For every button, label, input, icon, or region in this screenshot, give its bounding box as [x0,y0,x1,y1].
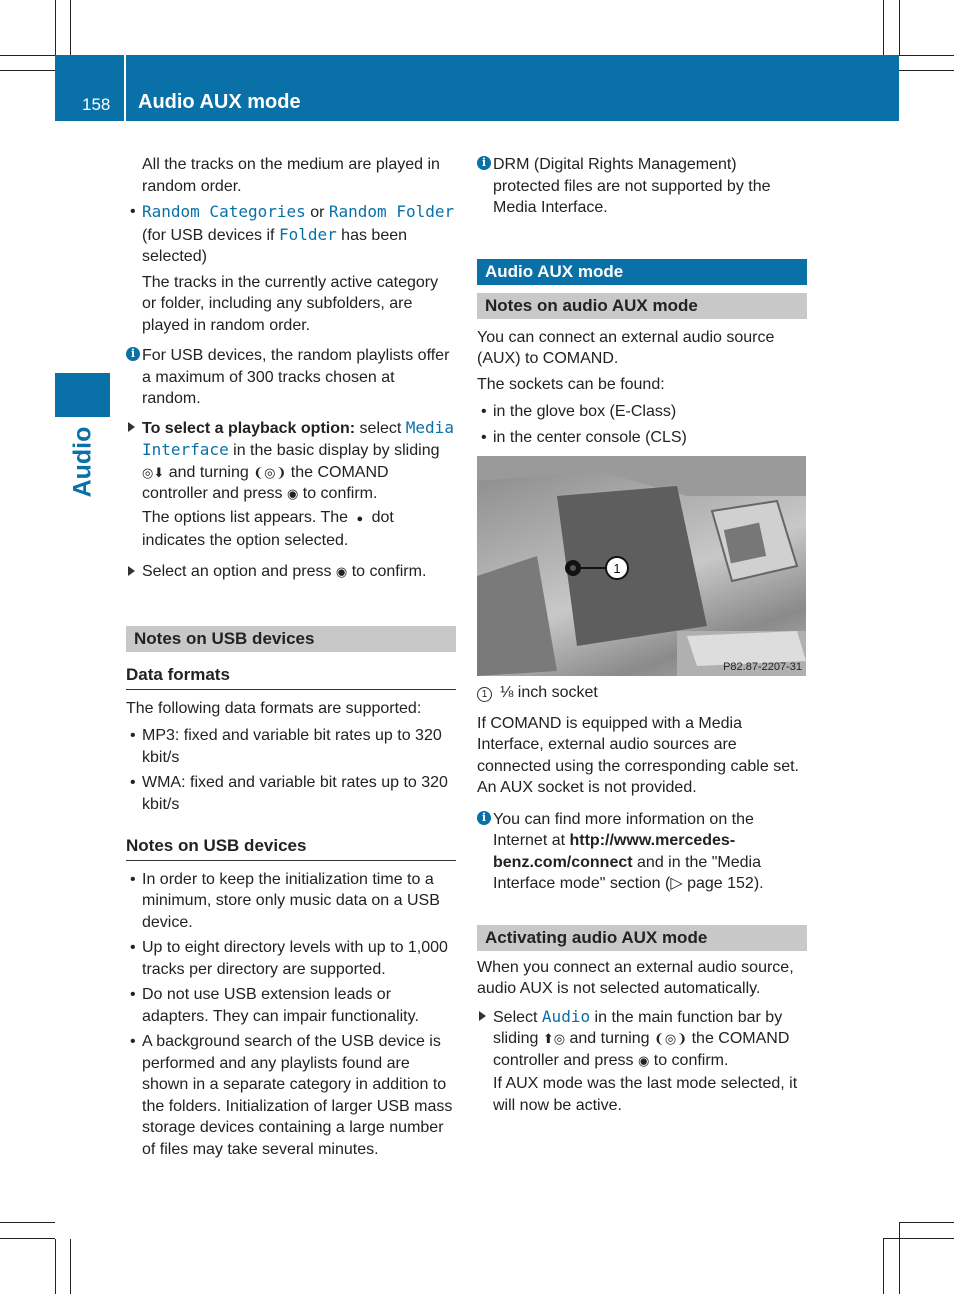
display-code: Random Categories [142,202,306,221]
list-item: • WMA: fixed and variable bit rates up to 320 kbit/s [126,772,456,815]
step-result [126,507,456,552]
info-icon: i [126,347,140,361]
text: dot indicates the option selected. [142,508,394,549]
paragraph: The following data formats are supported: [126,699,422,717]
text: to confirm. [298,485,378,502]
paragraph: The tracks in the currently active category or folder, including any subfolders, are played in random order. [142,273,439,334]
display-code: Folder [278,224,337,244]
section-heading: Notes on USB devices [126,626,456,652]
instruction-step [126,561,456,583]
crop-mark [0,55,55,56]
controller-press-icon: ◉ [637,1052,650,1068]
text: or [305,204,329,221]
info-note [477,809,807,895]
url-text: http://www.mercedes-benz.com/connect [493,832,736,871]
controller-slide-icon: ◎⬇ [142,464,165,480]
text: ⅛ inch socket [500,684,598,701]
text: the COMAND controller and press [142,463,389,502]
text: (for USB devices if [142,226,279,244]
crop-mark [899,1222,954,1223]
subsection-heading: Data formats [126,664,456,690]
step-result: If AUX mode was the last mode selected, it will now be active. [493,1075,798,1114]
left-column [126,154,456,1160]
controller-slide-icon: ⬆◎ [542,1031,566,1046]
crop-mark [70,0,71,55]
section-subheading: Notes on audio AUX mode [477,293,807,319]
list-item: • MP3: fixed and variable bit rates up to 320 kbit/s [126,725,456,768]
list-item: • Up to eight directory levels with up to 1,000 tracks per directory are supported. [126,937,456,980]
list-item: • In order to keep the initialization time to a minimum, store only music data on a USB device. [126,869,456,934]
text: and in the "Media Interface mode" section ( [493,853,762,892]
instruction-step [126,417,456,505]
side-tab [55,373,110,417]
page-reference-icon: ▷ [670,875,683,892]
display-code: Random Folder [328,202,455,221]
formats-list [126,725,456,815]
text: page 152). [682,875,764,892]
crop-mark [70,1239,71,1294]
crop-mark [899,1222,900,1294]
info-icon: i [477,156,491,170]
glove-box-photo [477,456,806,676]
page-number: 158 [82,95,111,114]
text: You can find more information on the Internet at [493,810,754,849]
list-item: • in the glove box (E-Class) [477,401,807,423]
subsection-heading: Notes on USB devices [126,835,456,861]
info-icon: i [477,811,491,825]
paragraph: The sockets can be found: [477,375,665,393]
list-item: • A background search of the USB device is performed and any playlists found are shown in a separate category in addition to the folders. Initialization of larger USB mass storage devices containing a large number of files may take several minutes. [126,1031,456,1160]
crop-mark [55,1239,56,1294]
text: select [355,419,406,437]
crop-mark [0,1222,55,1223]
crop-mark [0,1238,55,1239]
text: Select [493,1008,542,1026]
text: to confirm. [347,562,427,580]
crop-mark [899,70,954,71]
display-code: Audio [541,1006,591,1026]
list-item: • in the center console (CLS) [477,427,807,449]
text: has been selected) [142,226,408,265]
crop-mark [55,0,56,55]
crop-mark [899,0,900,55]
list-item [126,201,456,268]
text: to confirm. [649,1051,729,1069]
step-heading: To select a playback option: [142,419,356,437]
dot-icon: ● [356,512,364,525]
header-divider [124,55,126,121]
crop-mark [883,1238,954,1239]
paragraph: If COMAND is equipped with a Media Interface, external audio sources are connected using the corresponding cable set. An AUX socket is not provided. [477,714,799,796]
photo-callout-number: 1 [613,561,621,576]
paragraph: You can connect an external audio source (AUX) to COMAND. [477,328,775,367]
text: in the main function bar by sliding [493,1008,783,1047]
usb-notes-list [126,869,456,1161]
info-note [126,345,456,410]
text: Select an option and press [142,562,336,580]
controller-press-icon: ◉ [286,486,299,501]
sockets-list [477,401,807,448]
text: in the basic display by sliding [228,442,440,459]
right-column [477,154,807,1116]
controller-press-icon: ◉ [335,563,348,579]
section-heading: Activating audio AUX mode [477,925,807,951]
text: and turning [164,463,254,481]
crop-mark [899,55,954,56]
text: For USB devices, the random playlists offer a maximum of 300 tracks chosen at random. [142,347,450,407]
section-heading: Audio AUX mode [477,259,807,285]
text: and turning [565,1030,655,1047]
controller-turn-icon: ❨◎❩ [654,1031,688,1046]
crop-mark [883,0,884,55]
page-title: Audio AUX mode [138,91,301,113]
caption-number-icon: 1 [477,687,492,702]
text: The options list appears. The [142,508,353,526]
glove-box-illustration [477,456,806,676]
instruction-step [477,1006,807,1072]
text: the COMAND controller and press [493,1030,790,1069]
figure-caption [477,682,807,704]
crop-mark [883,1239,884,1294]
crop-mark [0,70,55,71]
side-tab-label: Audio [68,426,96,498]
display-code: Media Interface [142,417,454,459]
info-note [477,154,807,219]
photo-reference-code: P82.87-2207-31 [723,661,802,673]
controller-turn-icon: ❨◎❩ [253,464,287,480]
paragraph: When you connect an external audio source, audio AUX is not selected automatically. [477,958,794,997]
paragraph: All the tracks on the medium are played in random order. [142,156,440,195]
text: DRM (Digital Rights Management) protected files are not supported by the Media Interface. [493,156,771,216]
list-item: • Do not use USB extension leads or adapters. They can impair functionality. [126,984,456,1027]
